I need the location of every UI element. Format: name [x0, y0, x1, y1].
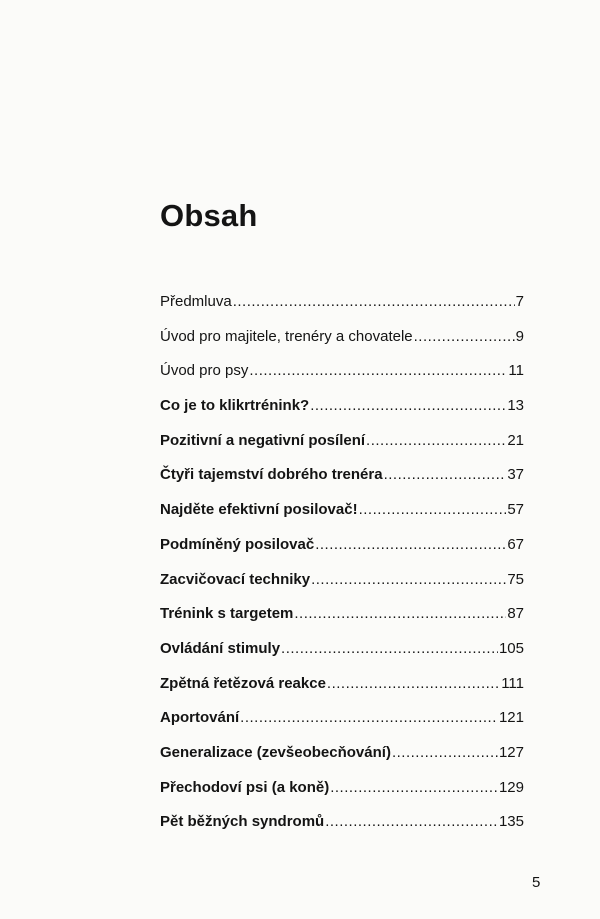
toc-entry-title: Najděte efektivní posilovač!: [160, 501, 358, 519]
dot-leader: [414, 323, 515, 351]
dot-leader: [327, 670, 500, 698]
dot-leader: [325, 808, 498, 836]
toc-entry-title: Trénink s targetem: [160, 605, 294, 623]
toc-entry-page: 67: [507, 535, 524, 553]
toc-entry-page: 105: [498, 639, 524, 657]
toc-entry-title: Generalizace (zevšeobecňování): [160, 743, 391, 761]
toc-entry-page: 37: [507, 466, 524, 484]
dot-leader: [249, 357, 507, 385]
toc-entry-page: 11: [508, 362, 524, 380]
toc-entry: [160, 323, 524, 358]
toc-entry: [160, 392, 524, 427]
toc-entry-title: Přechodoví psi (a koně): [160, 778, 330, 796]
toc-entry: [160, 739, 524, 774]
dot-leader: [392, 739, 498, 767]
dot-leader: [281, 635, 498, 663]
dot-leader: [294, 600, 506, 628]
toc-entry-title: Aportování: [160, 709, 240, 727]
toc-entry-page: 127: [498, 743, 524, 761]
toc-entry-title: Zpětná řetězová reakce: [160, 674, 326, 692]
toc-entry: [160, 670, 524, 705]
dot-leader: [359, 496, 507, 524]
toc-entry: [160, 635, 524, 670]
toc-entry-page: 9: [515, 327, 524, 345]
dot-leader: [240, 704, 498, 732]
toc-entry-page: 13: [507, 397, 524, 415]
toc-entry-title: Ovládání stimuly: [160, 639, 281, 657]
toc-entry-title: Podmíněný posilovač: [160, 535, 315, 553]
toc-entry: [160, 357, 524, 392]
toc-entry-page: 21: [507, 431, 524, 449]
toc-entry: [160, 461, 524, 496]
toc-entry-title: Předmluva: [160, 293, 232, 310]
toc-entry-title: Čtyři tajemství dobrého trenéra: [160, 466, 383, 484]
dot-leader: [315, 531, 506, 559]
toc-entry: [160, 600, 524, 635]
toc-entry: [160, 531, 524, 566]
toc-entry-title: Úvod pro psy: [160, 362, 249, 380]
toc-entry-page: 87: [507, 605, 524, 623]
toc-entry: [160, 496, 524, 531]
dot-leader: [384, 461, 507, 489]
toc-entry: [160, 774, 524, 809]
toc-entry-page: 57: [507, 501, 524, 519]
toc-entry: [160, 288, 524, 323]
toc-entry: [160, 704, 524, 739]
table-of-contents: [160, 288, 524, 843]
toc-entry: [160, 427, 524, 462]
page-title: Obsah: [160, 198, 258, 233]
toc-entry-title: Úvod pro majitele, trenéry a chovatele: [160, 327, 413, 345]
toc-entry: [160, 808, 524, 843]
toc-entry-title: Co je to klikrtrénink?: [160, 397, 310, 415]
toc-entry-title: Pět běžných syndromů: [160, 813, 325, 831]
toc-entry-page: 7: [515, 293, 524, 310]
dot-leader: [311, 566, 506, 594]
toc-entry-page: 135: [498, 813, 524, 831]
page-number: 5: [532, 874, 541, 891]
dot-leader: [330, 774, 498, 802]
toc-entry-page: 121: [498, 709, 524, 727]
toc-entry-page: 75: [507, 570, 524, 588]
toc-entry-page: 111: [501, 674, 524, 692]
toc-entry-title: Zacvičovací techniky: [160, 570, 311, 588]
dot-leader: [233, 288, 515, 316]
toc-entry-title: Pozitivní a negativní posílení: [160, 431, 366, 449]
dot-leader: [366, 427, 506, 455]
toc-entry: [160, 566, 524, 601]
dot-leader: [310, 392, 506, 420]
toc-entry-page: 129: [498, 778, 524, 796]
